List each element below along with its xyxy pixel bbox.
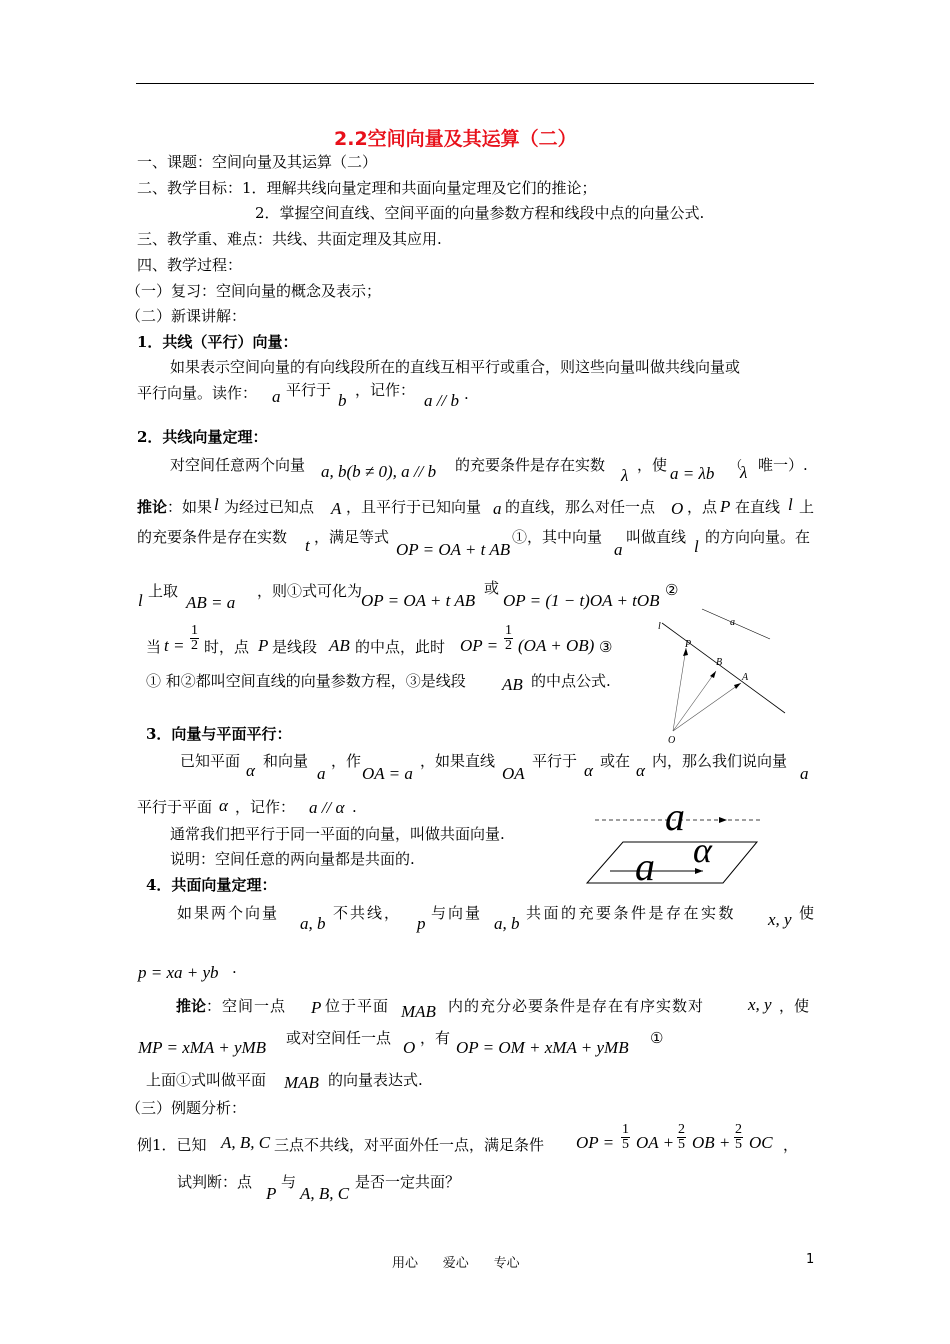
s2-inf-3: ，且平行于已知向量 — [346, 498, 482, 516]
math-ab-pair: a, b — [300, 914, 326, 933]
s3-p1g: 内，那么我们说向量 — [652, 752, 788, 770]
s4-p1a: 如果两个向量 — [177, 904, 280, 922]
frac-2-5-a: $\frac{2}{5}$ — [678, 1122, 685, 1152]
math-op-eq2-part1: OP = OA + t AB — [361, 591, 476, 610]
s4-p1e: 使 — [799, 904, 815, 922]
s1-text-2b: 平行于 — [286, 381, 332, 399]
s4-p1d: 共面的充要条件是存在实数 — [526, 904, 737, 922]
diagram-label-A: A — [742, 672, 749, 683]
diagram-label-B: B — [716, 657, 723, 668]
s3-p1b: 和向量 — [263, 752, 309, 770]
s2-mid1b: 时，点 — [204, 638, 250, 656]
s3-p1c: ，作 — [331, 752, 362, 770]
math-b: b — [338, 391, 347, 410]
s4-inf2: 位于平面 — [325, 997, 390, 1015]
ex1-a: 例1．已知 — [137, 1136, 207, 1154]
s3-p1a: 已知平面 — [180, 752, 241, 770]
vector-oa — [673, 683, 741, 731]
math-P: P — [720, 497, 731, 516]
outline-new: （二）新课讲解： — [126, 307, 247, 325]
ex1-c: ， — [783, 1136, 799, 1154]
diagram-label-O: O — [668, 735, 676, 745]
top-arrowhead — [719, 817, 727, 823]
s1-text-2d: . — [464, 385, 469, 403]
s4-p1c: 与向量 — [431, 904, 483, 922]
math-a-3: a — [614, 540, 623, 559]
outline-review: （一）复习：空间向量的概念及表示； — [126, 282, 382, 300]
big-a-top: a — [665, 794, 685, 839]
math-oa-term: OA + — [636, 1133, 675, 1152]
s2-text-1d: （ — [730, 458, 743, 472]
math-p: p — [417, 914, 426, 933]
outline-goals-1: 二、教学目标：1．理解共线向量定理和共面向量定理及它们的推论； — [137, 179, 597, 197]
arrowhead-b — [710, 671, 716, 678]
math-lambda: λ — [621, 466, 629, 485]
math-l: l — [214, 495, 219, 514]
math-a: a — [272, 387, 281, 406]
section-examples-heading: （三）例题分析： — [126, 1099, 247, 1117]
math-P-2: P — [258, 636, 269, 655]
math-a-eq-lb: a = λb — [670, 464, 715, 483]
math-AB-2: AB — [502, 675, 523, 694]
section-4-heading: 4．共面向量定理： — [146, 876, 277, 894]
s3-p1e: 平行于 — [532, 752, 578, 770]
s2-inf-4: 的直线，那么对任一点 — [505, 498, 656, 516]
math-MAB-2: MAB — [284, 1073, 319, 1092]
s2-text-1c: ，使 — [637, 456, 668, 474]
math-t: t — [305, 536, 310, 555]
page-title: 2.2空间向量及其运算（二） — [334, 128, 577, 150]
math-a-4: a — [317, 764, 326, 783]
math-MAB: MAB — [401, 1002, 436, 1021]
math-a-5: a — [800, 764, 809, 783]
s4-inference-label: 推论 — [176, 997, 207, 1015]
diagram-label-l: l — [658, 621, 661, 632]
math-OA: OA — [502, 764, 525, 783]
ex2-c: 是否一定共面？ — [355, 1173, 461, 1191]
s2-circ3: ③ — [599, 638, 613, 656]
s3-p2b: ，记作： — [235, 798, 296, 816]
s2-inf-7: 上 — [799, 498, 815, 516]
math-ab-cond: a, b(b ≠ 0), a // b — [321, 462, 437, 481]
math-O: O — [671, 499, 684, 518]
s2-text-1a: 对空间任意两个向量 — [170, 456, 306, 474]
outline-process: 四、教学过程： — [137, 256, 243, 274]
frac-2-5-b: $\frac{2}{5}$ — [735, 1122, 742, 1152]
s3-p1d: ，如果直线 — [420, 752, 496, 770]
math-alpha: α — [246, 761, 255, 780]
s4-line3a: 上面①式叫做平面 — [146, 1071, 267, 1089]
s1-text-2c: ，记作： — [355, 381, 416, 399]
outline-goals-2: 2．掌握空间直线、空间平面的向量参数方程和线段中点的向量公式. — [255, 204, 705, 222]
big-alpha: α — [693, 830, 712, 870]
s2-line2d: 叫做直线 — [626, 528, 687, 546]
footer-text: 用心 爱心 专心 — [392, 1256, 520, 1271]
math-alpha-3: α — [636, 761, 645, 780]
s4-inf3: 内的充分必要条件是存在有序实数对 — [448, 997, 705, 1015]
math-mp-eq: MP = xMA + yMB — [138, 1038, 267, 1057]
math-op-eq2: OP = (1 − t)OA + tOB — [503, 591, 660, 610]
ex2-a: 试判断：点 — [177, 1173, 253, 1191]
math-alpha-2: α — [584, 761, 593, 780]
math-O-2: O — [403, 1038, 416, 1057]
math-A: A — [331, 499, 342, 518]
s2-line3a: 上取 — [148, 582, 179, 600]
arrowhead-a — [734, 683, 741, 689]
plane-alpha — [587, 842, 757, 883]
math-xy-2: x, y — [748, 995, 772, 1014]
s2-mid1c: 是线段 — [272, 638, 318, 656]
math-P-4: P — [266, 1184, 277, 1203]
section-1-heading: 1．共线（平行）向量： — [137, 333, 298, 351]
s3-p2-dot: . — [352, 798, 357, 816]
math-t-eq: t = — [164, 636, 185, 655]
s3-p4: 说明：空间任意的两向量都是共面的. — [170, 850, 415, 868]
vector-a-line — [702, 609, 770, 639]
math-lambda-2: λ — [740, 463, 748, 482]
math-P-3: P — [311, 998, 322, 1017]
outline-keypoints: 三、教学重、难点：共线、共面定理及其应用. — [137, 230, 442, 248]
math-oc-term: OC — [749, 1133, 773, 1152]
math-oa-eq-a: OA = a — [362, 764, 413, 783]
s4-line3b: 的向量表达式. — [328, 1071, 423, 1089]
math-a-par-alpha: a // α — [309, 798, 345, 817]
section-2-heading: 2．共线向量定理： — [137, 428, 268, 446]
s1-text-2a: 平行向量。读作： — [137, 384, 258, 402]
s2-mid1a: 当 — [146, 638, 162, 656]
big-a-bottom: a — [635, 844, 655, 889]
math-l-3: l — [694, 537, 699, 556]
math-alpha-4: α — [219, 796, 228, 815]
diagram-label-P: P — [685, 639, 692, 650]
math-op-eq1: OP = OA + t AB — [396, 540, 511, 559]
s1-text-1: 如果表示空间向量的有向线段所在的直线互相平行或重合，则这些向量叫做共线向量或 — [170, 358, 741, 376]
s2-inference-label: 推论 — [137, 498, 168, 516]
s2-inf-6: 在直线 — [735, 498, 781, 516]
math-op-eq4: OP = OM + xMA + yMB — [456, 1038, 629, 1057]
math-ab-eq-a: AB = a — [186, 593, 236, 612]
s2-inf-5: ，点 — [687, 498, 718, 516]
math-a-par-b: a // b — [424, 391, 459, 410]
s2-text-1e: 唯一）. — [758, 456, 808, 474]
math-AB: AB — [329, 636, 350, 655]
s2-line3c: 或 — [484, 579, 500, 597]
math-a-2: a — [493, 499, 502, 518]
math-ob-term: OB + — [692, 1133, 731, 1152]
s2-inf-2: 为经过已知点 — [224, 498, 315, 516]
ex1-b: 三点不共线，对平面外任一点，满足条件 — [274, 1136, 545, 1154]
s2-mid1d: 的中点，此时 — [355, 638, 446, 656]
math-xy: x, y — [768, 910, 792, 929]
page-number: 1 — [806, 1252, 815, 1267]
plane-diagram — [585, 792, 775, 892]
s2-line2e: 的方向向量。在 — [705, 528, 811, 546]
s2-line3b: ，则①式可化为 — [257, 582, 363, 600]
s2-text-1b: 的充要条件是存在实数 — [455, 456, 606, 474]
math-l-4: l — [138, 591, 143, 610]
s4-inf1: ：空间一点 — [206, 997, 287, 1015]
ex2-b: 与 — [281, 1173, 297, 1191]
math-l-2: l — [788, 495, 793, 514]
math-ab-pair-2: a, b — [494, 914, 520, 933]
math-op-eq3b: (OA + OB) — [518, 636, 595, 655]
s3-p3: 通常我们把平行于同一平面的向量，叫做共面向量. — [170, 825, 505, 843]
s4-circ1: ① — [650, 1029, 664, 1047]
s2-mid2b: 的中点公式. — [531, 672, 611, 690]
outline-topic: 一、课题：空间向量及其运算（二） — [137, 153, 378, 171]
s2-mid2a: ① 和②都叫空间直线的向量参数方程，③是线段 — [146, 672, 466, 690]
diagram-label-a: a — [730, 617, 735, 628]
frac-1-5: $\frac{1}{5}$ — [622, 1122, 629, 1152]
vector-ob — [673, 671, 716, 731]
s2-inf-1: ：如果 — [167, 498, 213, 516]
s4-inf4: ，使 — [779, 997, 810, 1015]
s4-p1b: 不共线， — [333, 904, 402, 922]
s3-p1f: 或在 — [600, 752, 631, 770]
math-op-eq5: OP = — [576, 1133, 615, 1152]
header-rule — [136, 83, 814, 84]
math-op-eq3: OP = — [460, 636, 499, 655]
s3-p2a: 平行于平面 — [137, 798, 213, 816]
s2-line2a: 的充要条件是存在实数 — [137, 528, 288, 546]
s2-circ2: ② — [665, 581, 679, 599]
frac-half-1: $\frac{1}{2}$ — [191, 623, 198, 653]
frac-half-2: $\frac{1}{2}$ — [505, 623, 512, 653]
s4-pxy-dot: . — [232, 959, 237, 977]
collinear-diagram — [640, 605, 800, 745]
s4-line2a: 或对空间任一点 — [286, 1029, 392, 1047]
s2-line2c: ①，其中向量 — [512, 528, 603, 546]
math-ABC-2: A, B, C — [300, 1184, 350, 1203]
s4-line2b: ，有 — [420, 1029, 451, 1047]
section-3-heading: 3．向量与平面平行： — [146, 725, 292, 743]
s2-line2b: ，满足等式 — [314, 528, 390, 546]
vector-op — [673, 648, 686, 731]
math-pxy: p = xa + yb — [138, 963, 219, 982]
line-l — [662, 623, 785, 713]
math-ABC: A, B, C — [221, 1133, 271, 1152]
